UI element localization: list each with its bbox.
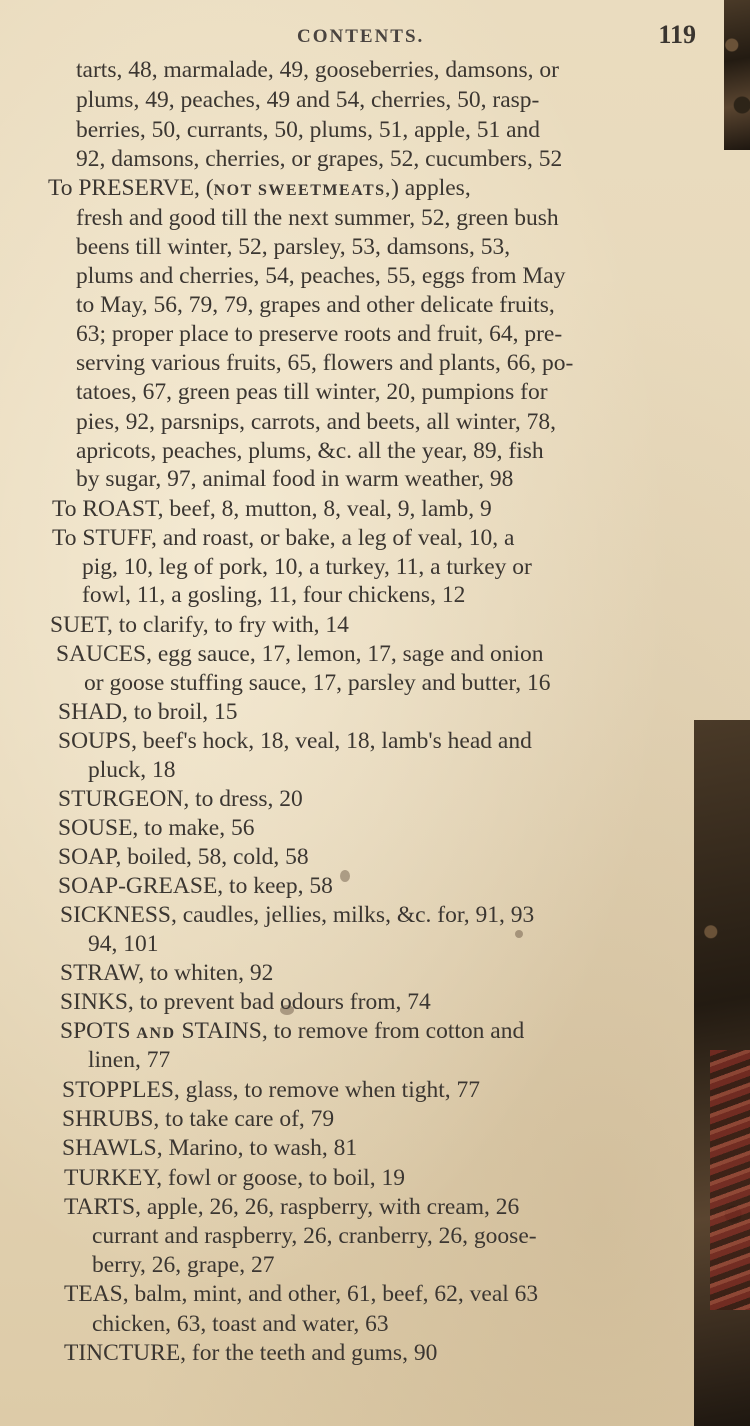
index-line-text: tatoes, 67, green peas till winter, 20, pumpions for	[76, 379, 548, 405]
index-line-text: by sugar, 97, animal food in warm weather, 98	[76, 466, 514, 492]
index-line	[60, 1017, 524, 1046]
index-line	[76, 262, 565, 291]
index-line-text: apricots, peaches, plums, &c. all the year, 89, fish	[76, 438, 544, 464]
index-line	[58, 698, 238, 727]
index-line-text: chicken, 63, toast and water, 63	[92, 1311, 389, 1337]
index-line-text: STURGEON, to dress, 20	[58, 786, 303, 812]
index-line	[76, 56, 559, 85]
index-line-text: To STUFF, and roast, or bake, a leg of veal, 10, a	[52, 525, 515, 551]
index-line-text: SOAP, boiled, 58, cold, 58	[58, 844, 309, 870]
index-line-text: plums, 49, peaches, 49 and 54, cherries, 50, rasp-	[76, 87, 540, 113]
index-line-text: SOUSE, to make, 56	[58, 815, 255, 841]
index-line	[62, 1076, 480, 1105]
ink-stain	[515, 930, 523, 938]
index-line	[62, 1105, 334, 1134]
index-line	[76, 86, 539, 115]
index-line-text: 94, 101	[88, 931, 159, 957]
index-line	[52, 495, 492, 524]
index-line-text: currant and raspberry, 26, cranberry, 26, goose-	[92, 1223, 537, 1249]
index-line	[76, 320, 562, 349]
small-caps-text: AND	[136, 1025, 176, 1042]
index-line-text: SHAD, to broil, 15	[58, 699, 238, 725]
index-line-text: SUET, to clarify, to fry with, 14	[50, 612, 349, 638]
page-header	[0, 22, 700, 52]
index-line-text-cont: STAINS, to remove from cotton and	[175, 1018, 525, 1044]
index-line-text: berries, 50, currants, 50, plums, 51, apple, 51 and	[76, 117, 541, 143]
index-line	[76, 291, 555, 320]
index-line	[62, 1134, 357, 1163]
index-line	[88, 756, 175, 785]
index-line-text: pluck, 18	[88, 757, 176, 783]
index-line-text: To ROAST, beef, 8, mutton, 8, veal, 9, lamb, 9	[52, 496, 492, 522]
running-head: CONTENTS.	[297, 26, 425, 47]
index-line-text: STOPPLES, glass, to remove when tight, 77	[62, 1077, 480, 1103]
book-cover-edge-top	[724, 0, 750, 150]
ink-stain	[340, 870, 350, 882]
index-line	[76, 233, 510, 262]
index-line	[88, 930, 159, 959]
index-line	[58, 814, 254, 843]
index-line-text: SPOTS	[60, 1018, 137, 1044]
index-line	[76, 378, 548, 407]
marbled-cover-pattern	[710, 1050, 750, 1310]
index-line-text: pies, 92, parsnips, carrots, and beets, all winter, 78,	[76, 409, 557, 435]
index-line-text: tarts, 48, marmalade, 49, gooseberries, damsons, or	[76, 57, 559, 83]
index-line-text: or goose stuffing sauce, 17, parsley and butter, 16	[84, 670, 551, 696]
index-line	[58, 785, 303, 814]
page-number: 119	[658, 20, 696, 49]
index-line-text: STRAW, to whiten, 92	[60, 960, 274, 986]
index-line-text: plums and cherries, 54, peaches, 55, eggs from May	[76, 263, 566, 289]
index-line-text: SICKNESS, caudles, jellies, milks, &c. for, 91, 93	[60, 902, 535, 928]
index-line	[60, 901, 534, 930]
index-line	[76, 437, 544, 466]
index-line-text: fresh and good till the next summer, 52, green bush	[76, 205, 559, 231]
index-line	[92, 1310, 389, 1339]
index-line-text: SHRUBS, to take care of, 79	[62, 1106, 335, 1132]
small-caps-text: NOT SWEETMEATS,	[213, 182, 392, 199]
index-line	[64, 1193, 519, 1222]
index-line	[58, 727, 532, 756]
index-line	[92, 1222, 537, 1251]
index-line-text-cont: ) apples,	[391, 175, 471, 201]
index-line-text: SINKS, to prevent bad odours from, 74	[60, 989, 431, 1015]
index-line	[58, 843, 309, 872]
index-line-text: to May, 56, 79, 79, grapes and other delicate fruits,	[76, 292, 555, 318]
index-line-text: To PRESERVE, (	[48, 175, 214, 201]
index-line	[60, 988, 431, 1017]
index-line-text: SAUCES, egg sauce, 17, lemon, 17, sage and onion	[56, 641, 544, 667]
index-line	[56, 640, 544, 669]
index-line-text: TINCTURE, for the teeth and gums, 90	[64, 1340, 438, 1366]
index-line	[76, 349, 573, 378]
index-line	[88, 1046, 170, 1075]
index-line	[82, 581, 465, 610]
index-line	[76, 145, 562, 174]
index-line	[60, 959, 273, 988]
index-line	[76, 465, 513, 494]
index-line	[64, 1280, 538, 1309]
index-line	[92, 1251, 275, 1280]
index-line	[50, 611, 349, 640]
index-line	[76, 116, 540, 145]
index-line-text: fowl, 11, a gosling, 11, four chickens, 12	[82, 582, 466, 608]
index-line-text: SHAWLS, Marino, to wash, 81	[62, 1135, 358, 1161]
index-line	[76, 408, 556, 437]
index-line	[64, 1339, 437, 1368]
index-line-text: pig, 10, leg of pork, 10, a turkey, 11, a turkey or	[82, 554, 532, 580]
index-line-text: 63; proper place to preserve roots and fruit, 64, pre-	[76, 321, 563, 347]
index-line-text: serving various fruits, 65, flowers and plants, 66, po-	[76, 350, 574, 376]
index-line-text: linen, 77	[88, 1047, 171, 1073]
index-line	[82, 553, 532, 582]
index-line-text: SOUPS, beef's hock, 18, veal, 18, lamb's head and	[58, 728, 532, 754]
index-line	[64, 1164, 405, 1193]
index-line	[58, 872, 333, 901]
index-line	[48, 174, 471, 203]
index-line	[76, 204, 559, 233]
index-line-text: berry, 26, grape, 27	[92, 1252, 275, 1278]
index-line-text: TEAS, balm, mint, and other, 61, beef, 62, veal 63	[64, 1281, 539, 1307]
index-line	[84, 669, 551, 698]
index-line	[52, 524, 514, 553]
index-line-text: 92, damsons, cherries, or grapes, 52, cucumbers, 52	[76, 146, 563, 172]
index-line-text: TURKEY, fowl or goose, to boil, 19	[64, 1165, 405, 1191]
index-line-text: SOAP-GREASE, to keep, 58	[58, 873, 333, 899]
index-line-text: beens till winter, 52, parsley, 53, damsons, 53,	[76, 234, 511, 260]
index-line-text: TARTS, apple, 26, 26, raspberry, with cream, 26	[64, 1194, 520, 1220]
